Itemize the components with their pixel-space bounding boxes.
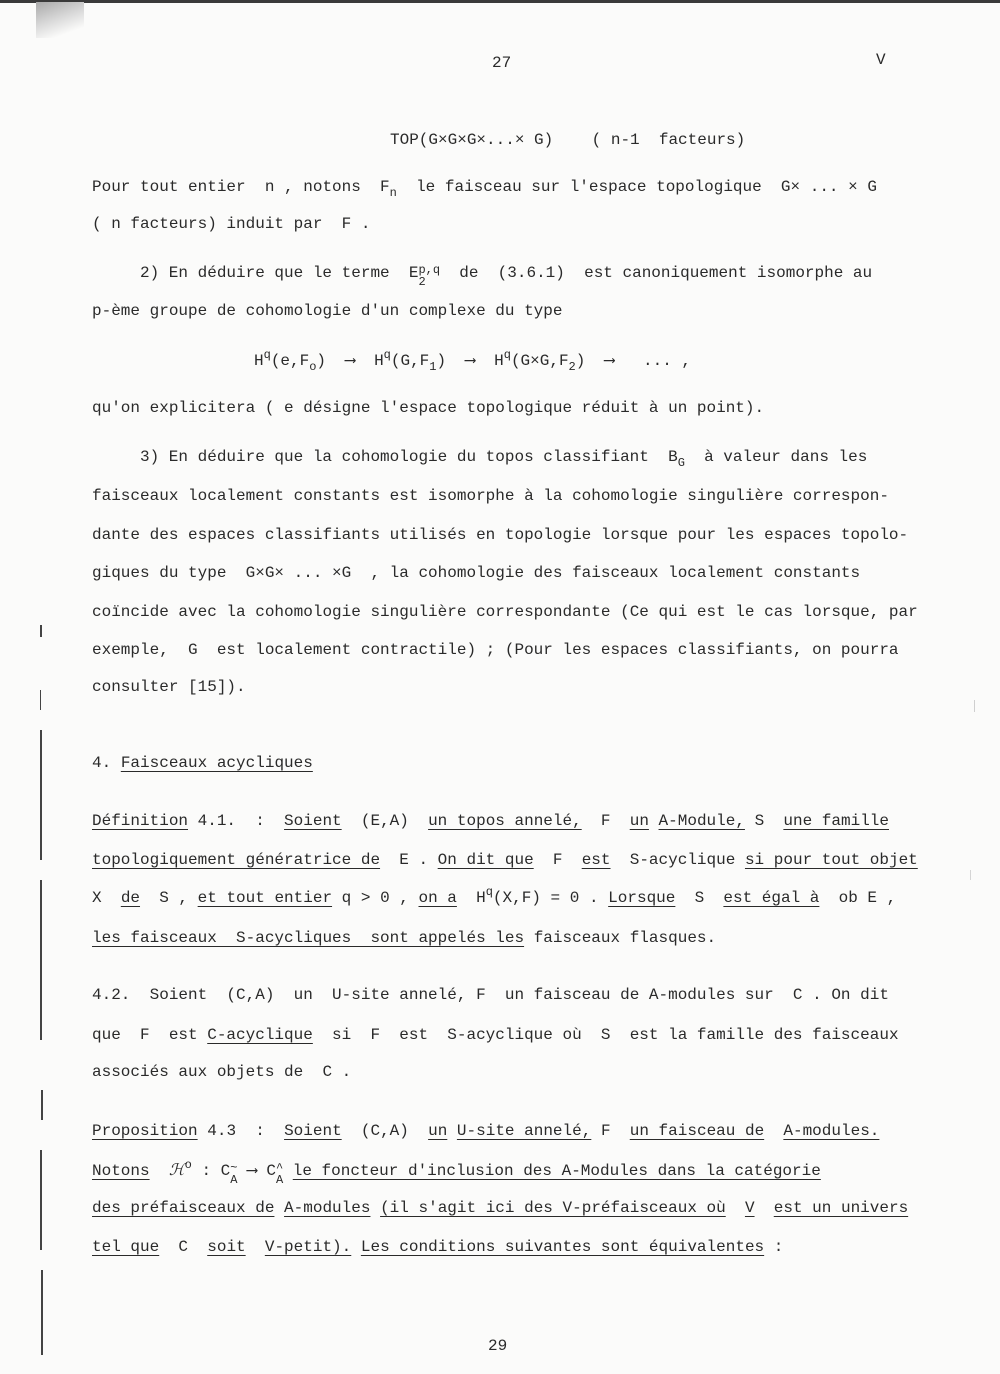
definition-line-2: topologiquement génératrice de E . On dit que F est S-acyclique si pour tout objet <box>92 851 918 869</box>
section-heading: 4. Faisceaux acycliques <box>92 754 313 772</box>
item3-line-5: coïncide avec la cohomologie singulière correspondante (Ce qui est le cas lorsque, par <box>92 603 918 621</box>
proposition-line-2: Notons ℋ$^o$ : C ~ A ⟶ C ^ A le foncteur d'inclusion des A-Modules dans la catégorie <box>92 1158 821 1187</box>
formula-line: TOP(G×G×G×...× G) ( n-1 facteurs) <box>390 131 746 149</box>
scan-mark <box>40 1150 42 1250</box>
intro-line-2: ( n facteurs) induit par F . <box>92 215 371 233</box>
item2-line-1: 2) En déduire que le terme E p,q 2 de (3.6.1) est canoniquement isomorphe au <box>140 263 873 289</box>
scan-top-border <box>0 0 1000 3</box>
proposition-line-3: des préfaisceaux de A-modules (il s'agit ici des V-préfaisceaux où V est un univers <box>92 1199 909 1217</box>
item3-line-3: dante des espaces classifiants utilisés en topologie lorsque pour les espaces topolo- <box>92 526 909 544</box>
scan-mark <box>40 690 41 710</box>
para42-line-1: 4.2. Soient (C,A) un U-site annelé, F un faisceau de A-modules sur C . On dit <box>92 986 889 1004</box>
scan-mark <box>41 1270 43 1355</box>
item3-line-2: faisceaux localement constants est isomorphe à la cohomologie singulière correspon- <box>92 487 889 505</box>
cochain-sequence: $H^q(e,F_o)$ ⟶ $H^q(G,F_1)$ ⟶ $H^q(G\times G,F_2)$ ⟶ ... , <box>254 348 691 374</box>
footer-page-number: 29 <box>488 1337 508 1355</box>
definition-line-1: Définition 4.1. : Soient (E,A) un topos annelé, F un A-Module, S une famille <box>92 812 889 830</box>
item2-line-3: qu'on explicitera ( e désigne l'espace topologique réduit à un point). <box>92 399 765 417</box>
proposition-line-4: tel que C soit V-petit). Les conditions suivantes sont équivalentes : <box>92 1238 784 1256</box>
definition-line-3: X de S , et tout entier q > 0 , on a $H^q(X,F) = 0$ . Lorsque S est égal à ob E , <box>92 885 897 907</box>
scan-mark <box>41 1090 43 1120</box>
item3-line-7: consulter [15]). <box>92 678 246 696</box>
item3-line-4: giques du type G×G× ... ×G , la cohomologie des faisceaux localement constants <box>92 564 861 582</box>
definition-line-4: les faisceaux S-acycliques sont appelés les faisceaux flasques. <box>92 929 717 947</box>
item2-line-2: p-ème groupe de cohomologie d'un complexe du type <box>92 302 563 320</box>
intro-line-1: Pour tout entier n , notons $F_n$ le faisceau sur l'espace topologique G× ... × G <box>92 178 877 200</box>
scan-mark <box>974 700 975 712</box>
scan-mark <box>40 730 42 860</box>
scan-mark <box>970 870 971 880</box>
scan-corner-smudge <box>36 2 84 38</box>
header-chapter-label: V <box>876 51 886 69</box>
header-page-number: 27 <box>492 54 512 72</box>
item3-line-1: 3) En déduire que la cohomologie du topos classifiant $B_G$ à valeur dans les <box>140 448 868 470</box>
item3-line-6: exemple, G est localement contractile) ; (Pour les espaces classifiants, on pourra <box>92 641 899 659</box>
scan-mark <box>40 880 42 1040</box>
proposition-line-1: Proposition 4.3 : Soient (C,A) un U-site annelé, F un faisceau de A-modules. <box>92 1122 880 1140</box>
para42-line-3: associés aux objets de C . <box>92 1063 352 1081</box>
scan-mark <box>40 625 42 637</box>
para42-line-2: que F est C-acyclique si F est S-acyclique où S est la famille des faisceaux <box>92 1026 899 1044</box>
